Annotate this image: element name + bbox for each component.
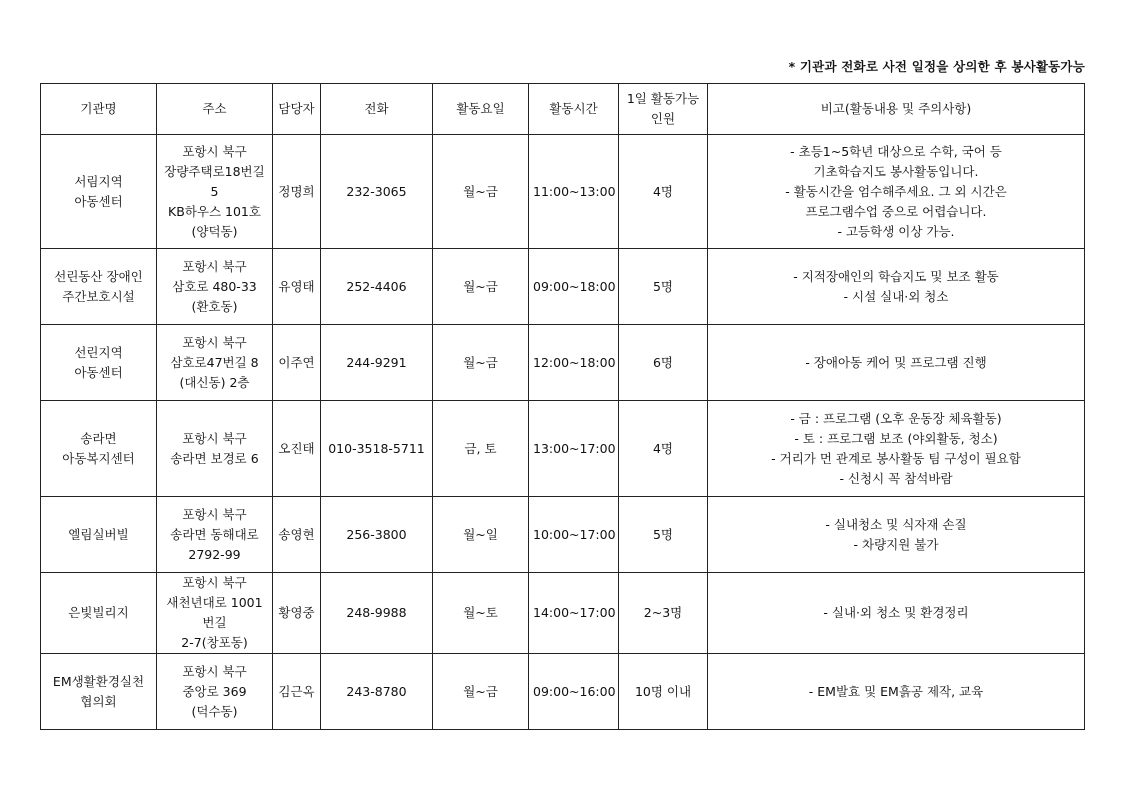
address-line: 포항시 북구 (182, 575, 247, 590)
manager-cell: 오진태 (273, 401, 321, 497)
phone-cell: 244-9291 (321, 325, 433, 401)
time-cell: 14:00~17:00 (529, 573, 619, 654)
manager-cell: 김근옥 (273, 654, 321, 730)
days-cell: 월~토 (433, 573, 529, 654)
address-cell (157, 401, 273, 497)
remarks-line: - 고등학생 이상 가능. (837, 223, 955, 239)
address-line: (환호동) (191, 298, 238, 314)
address-cell (157, 325, 273, 401)
header-org: 기관명 (41, 84, 157, 135)
address-line: 2792-99 (188, 546, 241, 562)
address-line: KB하우스 101호 (168, 203, 261, 219)
address-line: 새천년대로 1001번길 (166, 595, 263, 630)
phone-cell: 248-9988 (321, 573, 433, 654)
remarks-line: - 금 : 프로그램 (오후 운동장 체육활동) (790, 410, 1002, 426)
remarks-line: - 실내청소 및 식자재 손질 (825, 516, 967, 532)
remarks-line: 프로그램수업 중으로 어렵습니다. (805, 203, 987, 219)
capacity-cell: 4명 (619, 401, 708, 497)
address-line: 장량주택로18번길 5 (164, 163, 265, 199)
days-cell: 월~일 (433, 497, 529, 573)
address-line: 포항시 북구 (182, 258, 247, 274)
org-cell (41, 249, 157, 325)
org-cell (41, 135, 157, 249)
remarks-line: - 장애아동 케어 및 프로그램 진행 (805, 354, 987, 370)
address-line: (양덕동) (191, 223, 238, 239)
org-line: EM생활환경실천 (52, 673, 145, 689)
address-line: 포항시 북구 (182, 430, 247, 446)
address-cell (157, 497, 273, 573)
remarks-line: - 초등1~5학년 대상으로 수학, 국어 등 (790, 143, 1002, 159)
address-line: 포항시 북구 (182, 663, 247, 679)
header-capacity (619, 84, 708, 135)
time-cell: 12:00~18:00 (529, 325, 619, 401)
org-line: 아동복지센터 (62, 450, 135, 466)
table-row (41, 249, 1085, 325)
table-row (41, 573, 1085, 654)
address-line: 중앙로 369 (182, 683, 247, 699)
org-line: 아동센터 (74, 364, 123, 380)
remarks-line: - 활동시간을 엄수해주세요. 그 외 시간은 (785, 183, 1007, 199)
phone-cell: 252-4406 (321, 249, 433, 325)
capacity-cell: 10명 이내 (619, 654, 708, 730)
days-cell: 월~금 (433, 249, 529, 325)
address-line: 포항시 북구 (182, 143, 247, 159)
org-cell (41, 401, 157, 497)
table-row (41, 401, 1085, 497)
address-line: 삼호로47번길 8 (170, 354, 259, 370)
remarks-line: - EM발효 및 EM흙공 제작, 교육 (808, 683, 984, 699)
table-row (41, 325, 1085, 401)
volunteer-table (40, 83, 1085, 730)
days-cell: 월~금 (433, 135, 529, 249)
capacity-cell: 2~3명 (619, 573, 708, 654)
header-capacity-line2: 인원 (650, 111, 676, 126)
remarks-cell (708, 249, 1085, 325)
table-row (41, 497, 1085, 573)
remarks-cell (708, 654, 1085, 730)
phone-cell: 232-3065 (321, 135, 433, 249)
remarks-line: - 시설 실내·외 청소 (843, 288, 949, 304)
table-row (41, 135, 1085, 249)
time-cell: 13:00~17:00 (529, 401, 619, 497)
phone-cell: 010-3518-5711 (321, 401, 433, 497)
org-line: 아동센터 (74, 193, 123, 209)
days-cell: 월~금 (433, 654, 529, 730)
notice-text: * 기관과 전화로 사전 일정을 상의한 후 봉사활동가능 (788, 59, 1085, 74)
remarks-line: - 토 : 프로그램 보조 (야외활동, 청소) (794, 430, 998, 446)
header-time: 활동시간 (529, 84, 619, 135)
address-cell (157, 135, 273, 249)
org-line: 선린동산 장애인 (54, 268, 143, 284)
header-remarks: 비고(활동내용 및 주의사항) (708, 84, 1085, 135)
capacity-cell: 5명 (619, 249, 708, 325)
address-cell (157, 654, 273, 730)
header-row (41, 84, 1085, 135)
remarks-line: 기초학습지도 봉사활동입니다. (813, 163, 979, 179)
org-cell (41, 325, 157, 401)
remarks-line: - 실내·외 청소 및 환경정리 (823, 605, 969, 620)
capacity-cell: 6명 (619, 325, 708, 401)
remarks-line: - 차량지원 불가 (853, 536, 939, 552)
table-row (41, 654, 1085, 730)
remarks-cell (708, 497, 1085, 573)
address-line: 송라면 보경로 6 (170, 450, 259, 466)
org-line: 엘림실버빌 (68, 526, 129, 542)
org-line: 선린지역 (74, 344, 123, 360)
address-line: 삼호로 480-33 (172, 278, 257, 294)
address-line: 송라면 동해대로 (170, 526, 259, 542)
header-capacity-line1: 1일 활동가능 (626, 91, 700, 106)
remarks-cell (708, 573, 1085, 654)
manager-cell: 유영태 (273, 249, 321, 325)
org-line: 서림지역 (74, 173, 123, 189)
table-body (41, 135, 1085, 730)
remarks-line: - 신청시 꼭 참석바람 (839, 470, 953, 486)
header-phone: 전화 (321, 84, 433, 135)
remarks-cell (708, 135, 1085, 249)
manager-cell: 이주연 (273, 325, 321, 401)
org-line: 주간보호시설 (62, 288, 135, 304)
manager-cell: 정명희 (273, 135, 321, 249)
header-address: 주소 (157, 84, 273, 135)
remarks-cell (708, 401, 1085, 497)
phone-cell: 243-8780 (321, 654, 433, 730)
remarks-cell (708, 325, 1085, 401)
header-days: 활동요일 (433, 84, 529, 135)
org-cell (41, 497, 157, 573)
org-cell (41, 654, 157, 730)
days-cell: 월~금 (433, 325, 529, 401)
manager-cell: 송영현 (273, 497, 321, 573)
address-line: 포항시 북구 (182, 506, 247, 522)
address-cell (157, 573, 273, 654)
org-cell (41, 573, 157, 654)
org-line: 송라면 (80, 430, 117, 446)
address-line: (덕수동) (191, 703, 238, 719)
time-cell: 10:00~17:00 (529, 497, 619, 573)
manager-cell: 황영중 (273, 573, 321, 654)
capacity-cell: 4명 (619, 135, 708, 249)
address-line: 2-7(창포동) (181, 635, 248, 650)
header-manager: 담당자 (273, 84, 321, 135)
org-line: 은빛빌리지 (68, 605, 129, 620)
days-cell: 금, 토 (433, 401, 529, 497)
org-line: 협의회 (80, 693, 117, 709)
remarks-line: - 거리가 먼 관계로 봉사활동 팀 구성이 필요함 (771, 450, 1021, 466)
time-cell: 09:00~16:00 (529, 654, 619, 730)
time-cell: 09:00~18:00 (529, 249, 619, 325)
address-cell (157, 249, 273, 325)
capacity-cell: 5명 (619, 497, 708, 573)
time-cell: 11:00~13:00 (529, 135, 619, 249)
remarks-line: - 지적장애인의 학습지도 및 보조 활동 (793, 268, 999, 284)
address-line: (대신동) 2층 (179, 374, 250, 390)
address-line: 포항시 북구 (182, 334, 247, 350)
phone-cell: 256-3800 (321, 497, 433, 573)
